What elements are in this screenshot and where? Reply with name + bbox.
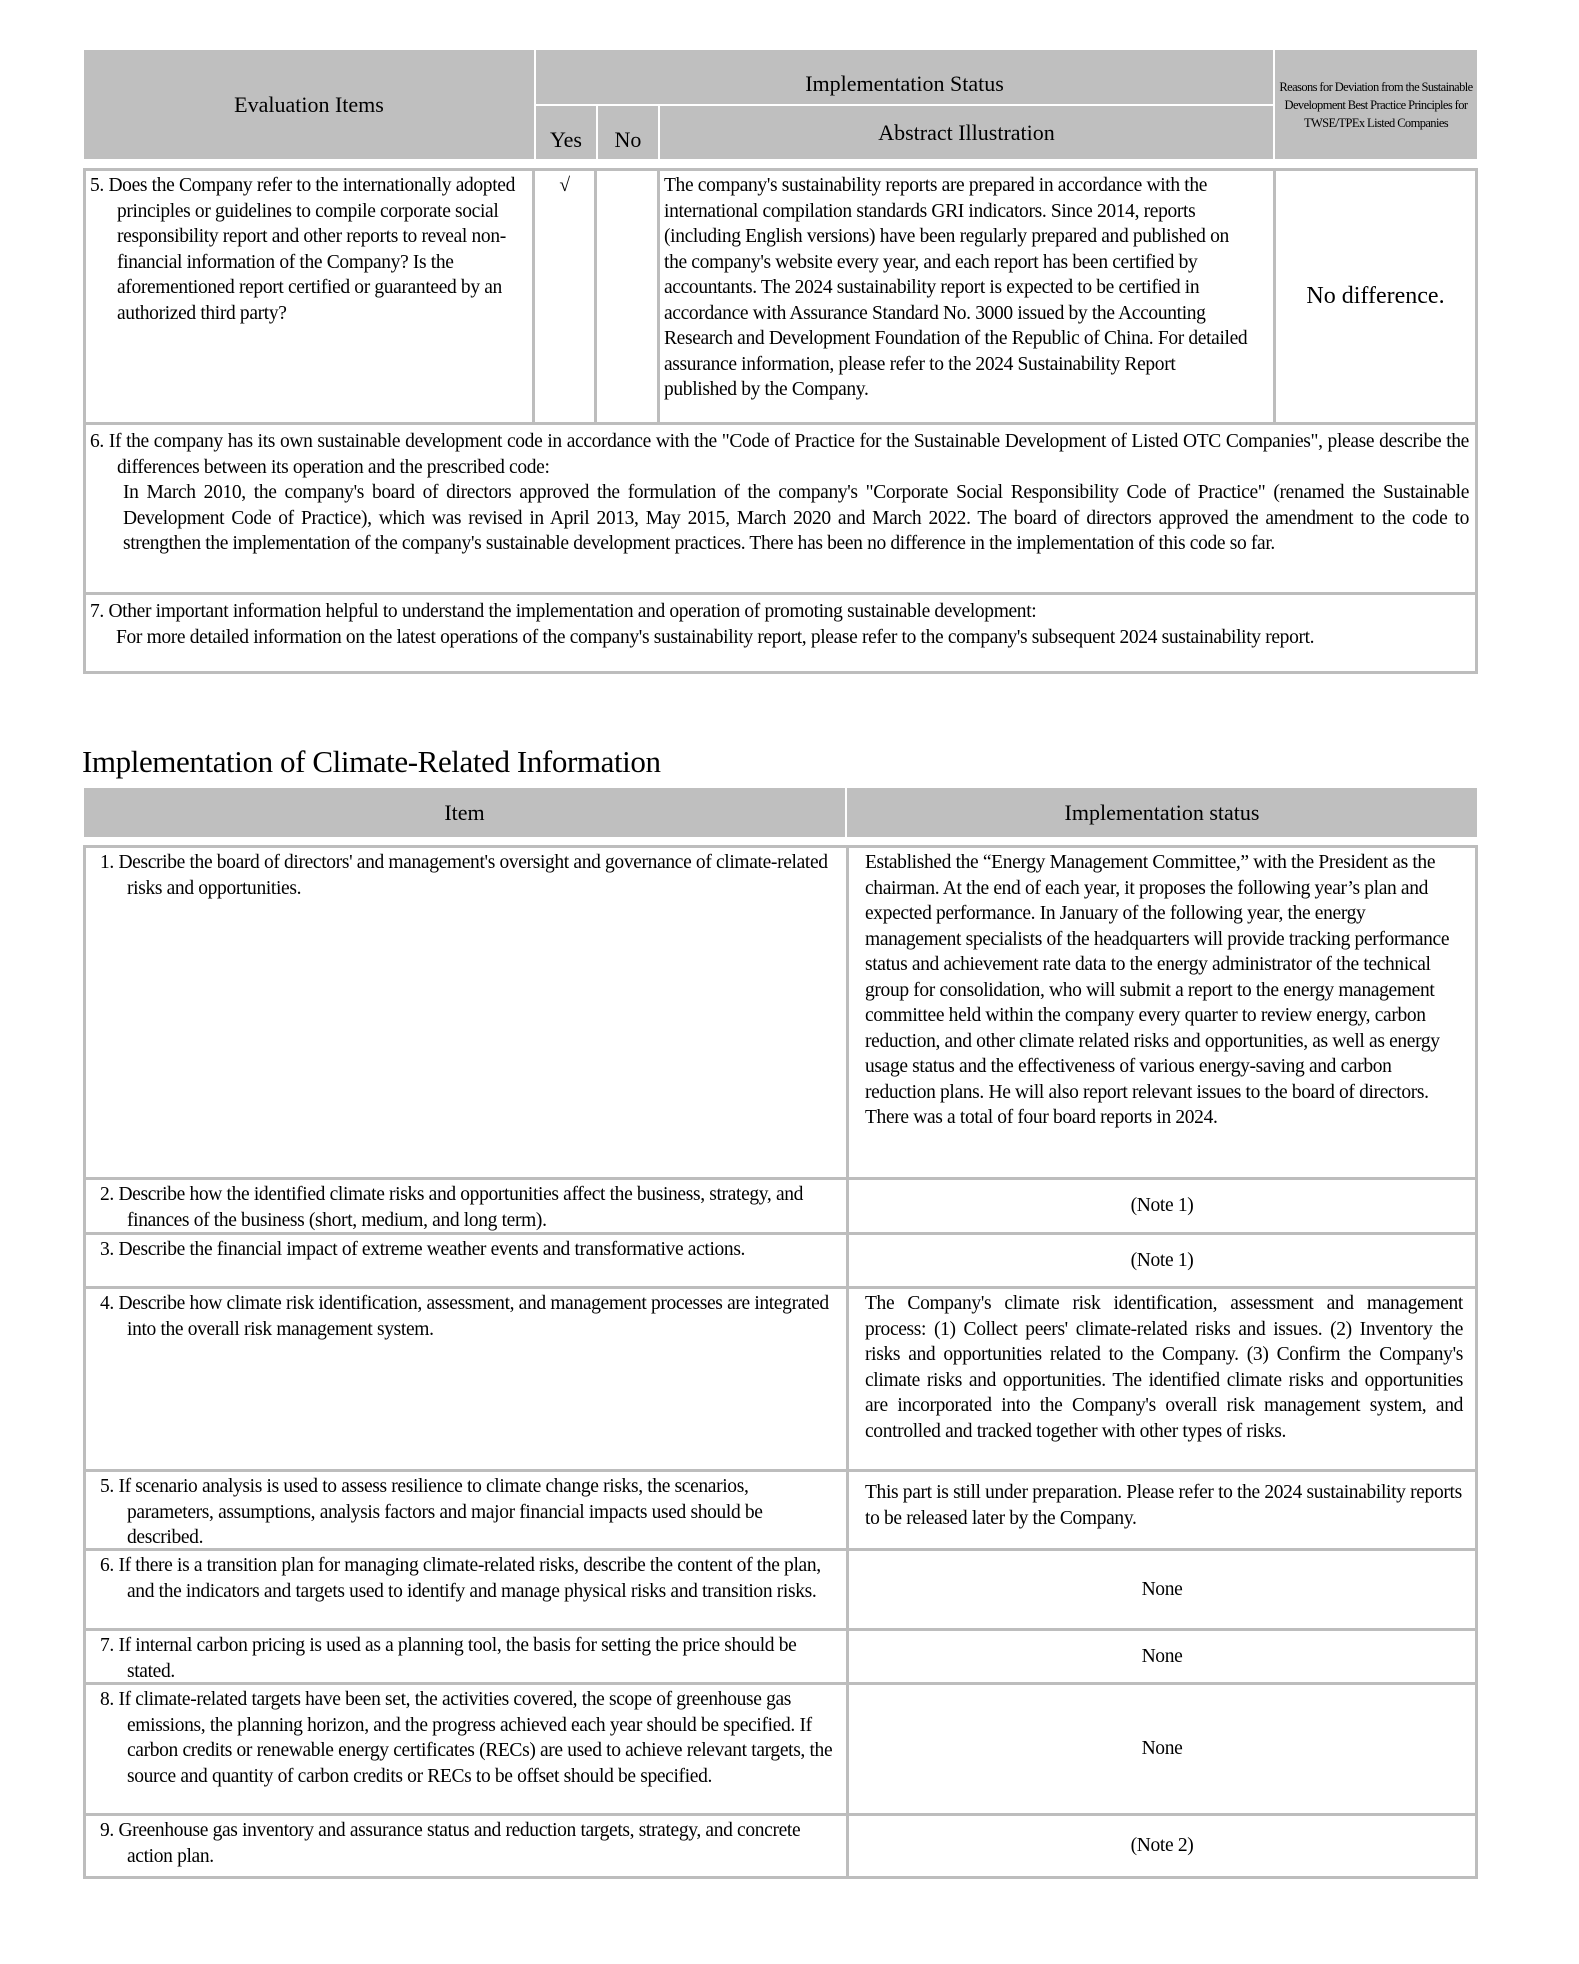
climate-row-4-item: 4. Describe how climate risk identification, assessment, and management processes are integrated into the overall risk management system.	[83, 1286, 849, 1472]
climate-row-9-item: 9. Greenhouse gas inventory and assurance status and reduction targets, strategy, and concrete action plan.	[83, 1813, 849, 1879]
row5-deviation-cell	[1273, 168, 1478, 425]
climate-row-2-status: (Note 1)	[846, 1177, 1478, 1235]
row6-cell	[83, 422, 1478, 595]
climate-row-4-status: The Company's climate risk identification, assessment and management process: (1) Collect peers' climate-related risks and issues. (2) Inventory the risks and opportunities related to the Company. (3) Confirm the Company's climate risks and opportunities. The identified climate risks and opportunities are incorporated into the Company's overall risk management system, and controlled and tracked together with other types of risks.	[846, 1286, 1478, 1472]
section-title: Implementation of Climate-Related Information	[82, 744, 661, 779]
header-yes: Yes	[536, 106, 596, 159]
row7-answer: For more detailed information on the latest operations of the company's sustainability report, please refer to the company's subsequent 2024 sustainability report.	[116, 626, 1315, 648]
row5-question-cell	[83, 168, 535, 425]
climate-row-1-status: Established the “Energy Management Committee,” with the President as the chairman. At the end of each year, it proposes the following year’s plan and expected performance. In January of the following year, the energy management specialists of the headquarters will provide tracking performance status and achievement rate data to the energy administrator of the technical group for consolidation, who will submit a report to the energy management committee held within the company every quarter to review energy, carbon reduction, and other climate related risks and opportunities, as well as energy usage status and the effectiveness of various energy-saving and carbon reduction plans. He will also report relevant issues to the board of directors. There was a total of four board reports in 2024.	[846, 845, 1478, 1180]
row5-illustration-cell	[657, 168, 1276, 425]
row5-yes-cell	[532, 168, 597, 425]
climate-row-6-status: None	[846, 1548, 1478, 1631]
row6-question: 6. If the company has its own sustainable development code in accordance with the "Code of Practice for the Sustainable Development of Listed OTC Companies", please describe the differences between its operation and the prescribed code:	[90, 431, 1469, 478]
climate-row-1-item: 1. Describe the board of directors' and management's oversight and governance of climate-related risks and opportunities.	[83, 845, 849, 1180]
climate-row-3-status: (Note 1)	[846, 1232, 1478, 1289]
header-implementation-status: Implementation Status	[536, 50, 1273, 104]
climate-row-5-item: 5. If scenario analysis is used to assess resilience to climate change risks, the scenarios, parameters, assumptions, analysis factors and major financial impacts used should be described.	[83, 1469, 849, 1551]
row7-question: 7. Other important information helpful to understand the implementation and operation of promoting sustainable development:	[90, 601, 1037, 622]
climate-row-2-item: 2. Describe how the identified climate risks and opportunities affect the business, strategy, and finances of the business (short, medium, and long term).	[83, 1177, 849, 1235]
climate-row-3-item: 3. Describe the financial impact of extreme weather events and transformative actions.	[83, 1232, 849, 1289]
row5-question: 5. Does the Company refer to the internationally adopted principles or guidelines to compile corporate social responsibility report and other reports to reveal non-financial information of the Company? Is the aforementioned report certified or guaranteed by an authorized third party?	[90, 175, 515, 324]
climate-row-9-status: (Note 2)	[846, 1813, 1478, 1879]
row6-answer: In March 2010, the company's board of directors approved the formulation of the company's "Corporate Social Responsibility Code of Practice" (renamed the Sustainable Development Code of Practice), which was revised in April 2013, May 2015, March 2020 and March 2022. The board of directors approved the amendment to the code to strengthen the implementation of the company's sustainable development practices. There has been no difference in the implementation of this code so far.	[123, 482, 1469, 554]
climate-row-8-item: 8. If climate-related targets have been set, the activities covered, the scope of greenhouse gas emissions, the planning horizon, and the progress achieved each year should be specified. If carbon credits or renewable energy certificates (RECs) are used to achieve relevant targets, the source and quantity of carbon credits or RECs to be offset should be specified.	[83, 1682, 849, 1816]
climate-row-7-item: 7. If internal carbon pricing is used as a planning tool, the basis for setting the price should be stated.	[83, 1628, 849, 1685]
header-abstract-illustration: Abstract Illustration	[660, 106, 1273, 159]
climate-row-8-status: None	[846, 1682, 1478, 1816]
header-evaluation-items: Evaluation Items	[84, 50, 534, 159]
header-no: No	[598, 106, 658, 159]
row5-deviation: No difference.	[1306, 283, 1445, 309]
climate-row-5-status: This part is still under preparation. Please refer to the 2024 sustainability reports to be released later by the Company.	[846, 1469, 1478, 1551]
checkmark-icon: √	[559, 175, 570, 196]
climate-header-item: Item	[84, 788, 845, 837]
header-deviation-reasons: Reasons for Deviation from the Sustainable Development Best Practice Principles for TWSE/TPEx Listed Companies	[1275, 50, 1477, 159]
climate-header-status: Implementation status	[847, 788, 1477, 837]
row5-no-cell	[594, 168, 660, 425]
climate-row-6-item: 6. If there is a transition plan for managing climate-related risks, describe the content of the plan, and the indicators and targets used to identify and manage physical risks and transition risks.	[83, 1548, 849, 1631]
climate-row-7-status: None	[846, 1628, 1478, 1685]
row5-illustration: The company's sustainability reports are prepared in accordance with the international compilation standards GRI indicators. Since 2014, reports (including English versions) have been regularly prepared and published on the company's website every year, and each report has been certified by accountants. The 2024 sustainability report is expected to be certified in accordance with Assurance Standard No. 3000 issued by the Accounting Research and Development Foundation of the Republic of China. For detailed assurance information, please refer to the 2024 Sustainability Report published by the Company.	[664, 175, 1248, 400]
row7-cell	[83, 592, 1478, 674]
